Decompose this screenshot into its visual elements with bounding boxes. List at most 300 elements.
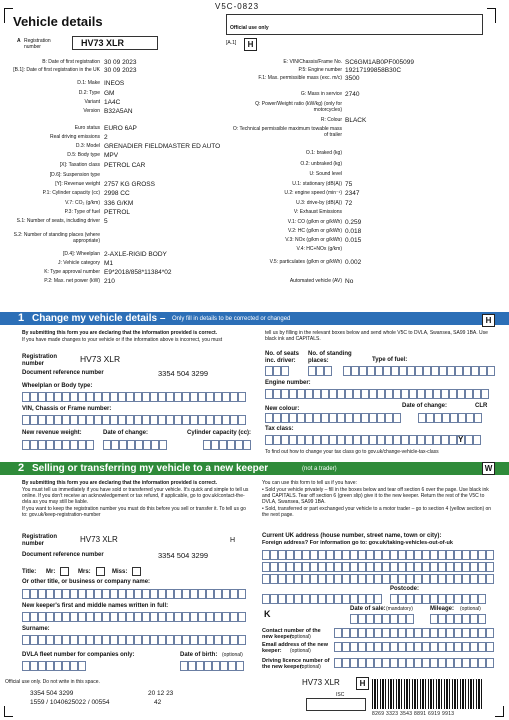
input-cell[interactable] [78,589,86,599]
input-cell[interactable] [382,574,390,584]
input-cell[interactable] [54,635,62,645]
input-cell[interactable] [430,642,438,652]
input-cell[interactable] [474,413,482,423]
input-cell[interactable] [449,435,457,445]
input-cell[interactable] [316,366,324,376]
input-cell[interactable] [351,366,359,376]
input-cell[interactable] [430,614,438,624]
input-cell[interactable] [345,413,353,423]
input-cell[interactable] [297,413,305,423]
input-cell[interactable] [366,594,374,604]
input-cell[interactable] [407,366,415,376]
input-cell[interactable] [390,594,398,604]
input-cell[interactable] [70,392,78,402]
input-cell[interactable] [406,562,414,572]
input-cell[interactable] [374,628,382,638]
input-cell[interactable] [190,612,198,622]
input-cell[interactable] [374,642,382,652]
input-cell[interactable] [361,413,369,423]
input-cell[interactable] [462,614,470,624]
input-cell[interactable] [487,366,495,376]
input-cell[interactable] [310,574,318,584]
input-cell[interactable] [214,589,222,599]
input-cell[interactable] [286,562,294,572]
input-cell[interactable] [334,658,342,668]
input-cell[interactable] [222,612,230,622]
input-cell[interactable] [94,589,102,599]
input-cell[interactable] [350,642,358,652]
input-cell[interactable] [46,440,54,450]
input-cell[interactable] [126,589,134,599]
input-cell[interactable] [462,594,470,604]
input-cell[interactable] [450,413,458,423]
input-cell[interactable] [414,574,422,584]
input-cell[interactable] [326,550,334,560]
input-cell[interactable] [230,415,238,425]
input-cell[interactable] [350,562,358,572]
input-cell[interactable] [126,635,134,645]
input-cell[interactable] [46,635,54,645]
input-cell[interactable] [305,413,313,423]
input-cell[interactable] [134,635,142,645]
input-cell[interactable] [70,635,78,645]
input-cell[interactable] [390,574,398,584]
input-cell[interactable] [318,550,326,560]
input-cell[interactable] [465,389,473,399]
input-cell[interactable] [473,435,481,445]
input-cell[interactable] [422,642,430,652]
input-cell[interactable] [438,574,446,584]
input-cell[interactable] [151,440,159,450]
input-cell[interactable] [182,392,190,402]
input-cell[interactable] [219,440,227,450]
input-cell[interactable] [190,635,198,645]
cyl-input[interactable] [203,440,251,450]
input-cell[interactable] [166,635,174,645]
input-cell[interactable] [158,612,166,622]
tax-input[interactable] [265,435,481,445]
input-cell[interactable] [70,415,78,425]
input-cell[interactable] [430,658,438,668]
input-cell[interactable] [182,415,190,425]
input-cell[interactable] [30,661,38,671]
input-cell[interactable] [86,392,94,402]
input-cell[interactable] [270,562,278,572]
input-cell[interactable] [470,550,478,560]
input-cell[interactable] [158,589,166,599]
input-cell[interactable] [438,550,446,560]
input-cell[interactable] [415,366,423,376]
date-change2-input[interactable] [418,413,482,423]
input-cell[interactable] [425,435,433,445]
input-cell[interactable] [422,562,430,572]
input-cell[interactable] [398,574,406,584]
input-cell[interactable] [399,366,407,376]
input-cell[interactable] [486,562,494,572]
input-cell[interactable] [358,628,366,638]
input-cell[interactable] [78,415,86,425]
input-cell[interactable] [342,562,350,572]
input-cell[interactable] [358,594,366,604]
input-cell[interactable] [414,562,422,572]
colour-input[interactable] [265,413,401,423]
input-cell[interactable] [446,594,454,604]
input-cell[interactable] [382,562,390,572]
input-cell[interactable] [470,574,478,584]
input-cell[interactable] [350,594,358,604]
input-cell[interactable] [305,389,313,399]
mr-checkbox[interactable] [60,567,69,576]
other-title-input[interactable] [22,589,246,599]
input-cell[interactable] [228,661,236,671]
input-cell[interactable] [425,389,433,399]
input-cell[interactable] [334,628,342,638]
input-cell[interactable] [270,550,278,560]
input-cell[interactable] [358,574,366,584]
input-cell[interactable] [289,413,297,423]
input-cell[interactable] [273,435,281,445]
input-cell[interactable] [166,392,174,402]
input-cell[interactable] [326,574,334,584]
input-cell[interactable] [78,635,86,645]
input-cell[interactable] [478,574,486,584]
input-cell[interactable] [313,389,321,399]
input-cell[interactable] [422,628,430,638]
input-cell[interactable] [206,612,214,622]
input-cell[interactable] [198,612,206,622]
input-cell[interactable] [158,415,166,425]
input-cell[interactable] [390,562,398,572]
input-cell[interactable] [393,413,401,423]
input-cell[interactable] [70,612,78,622]
input-cell[interactable] [174,415,182,425]
input-cell[interactable] [158,635,166,645]
input-cell[interactable] [313,435,321,445]
input-cell[interactable] [417,435,425,445]
input-cell[interactable] [174,612,182,622]
input-cell[interactable] [22,612,30,622]
input-cell[interactable] [180,661,188,671]
input-cell[interactable] [238,392,246,402]
input-cell[interactable] [150,589,158,599]
input-cell[interactable] [326,594,334,604]
input-cell[interactable] [159,440,167,450]
input-cell[interactable] [359,366,367,376]
input-cell[interactable] [62,612,70,622]
input-cell[interactable] [190,589,198,599]
input-cell[interactable] [214,635,222,645]
input-cell[interactable] [449,389,457,399]
input-cell[interactable] [281,389,289,399]
input-cell[interactable] [62,440,70,450]
input-cell[interactable] [214,392,222,402]
input-cell[interactable] [430,550,438,560]
input-cell[interactable] [142,415,150,425]
input-cell[interactable] [446,628,454,638]
input-cell[interactable] [94,392,102,402]
input-cell[interactable] [337,389,345,399]
input-cell[interactable] [38,392,46,402]
input-cell[interactable] [374,550,382,560]
input-cell[interactable] [401,389,409,399]
input-cell[interactable] [406,574,414,584]
input-cell[interactable] [446,550,454,560]
input-cell[interactable] [230,589,238,599]
input-cell[interactable] [110,589,118,599]
input-cell[interactable] [297,435,305,445]
input-cell[interactable] [369,413,377,423]
input-cell[interactable] [203,440,211,450]
input-cell[interactable] [398,642,406,652]
input-cell[interactable] [54,440,62,450]
input-cell[interactable] [350,550,358,560]
input-cell[interactable] [454,658,462,668]
input-cell[interactable] [398,614,406,624]
input-cell[interactable] [294,562,302,572]
input-cell[interactable] [462,628,470,638]
input-cell[interactable] [486,658,494,668]
input-cell[interactable] [102,635,110,645]
input-cell[interactable] [118,635,126,645]
input-cell[interactable] [310,550,318,560]
input-cell[interactable] [118,415,126,425]
input-cell[interactable] [393,435,401,445]
input-cell[interactable] [486,550,494,560]
input-cell[interactable] [236,661,244,671]
input-cell[interactable] [401,435,409,445]
input-cell[interactable] [438,562,446,572]
input-cell[interactable] [393,389,401,399]
input-cell[interactable] [294,550,302,560]
input-cell[interactable] [366,658,374,668]
input-cell[interactable] [262,550,270,560]
input-cell[interactable] [302,562,310,572]
input-cell[interactable] [206,392,214,402]
input-cell[interactable] [126,415,134,425]
input-cell[interactable] [441,435,449,445]
input-cell[interactable] [390,550,398,560]
input-cell[interactable] [390,658,398,668]
input-cell[interactable] [118,612,126,622]
input-cell[interactable] [455,366,463,376]
input-cell[interactable] [211,440,219,450]
input-cell[interactable] [46,415,54,425]
input-cell[interactable] [431,366,439,376]
input-cell[interactable] [358,550,366,560]
input-cell[interactable] [243,440,251,450]
input-cell[interactable] [366,628,374,638]
input-cell[interactable] [447,366,455,376]
input-cell[interactable] [54,612,62,622]
fuel-input[interactable] [343,366,495,376]
input-cell[interactable] [486,574,494,584]
input-cell[interactable] [227,440,235,450]
input-cell[interactable] [398,628,406,638]
input-cell[interactable] [143,440,151,450]
input-cell[interactable] [398,562,406,572]
input-cell[interactable] [22,589,30,599]
input-cell[interactable] [385,389,393,399]
input-cell[interactable] [102,612,110,622]
input-cell[interactable] [214,415,222,425]
input-cell[interactable] [198,415,206,425]
input-cell[interactable] [222,589,230,599]
input-cell[interactable] [38,661,46,671]
input-cell[interactable] [414,642,422,652]
wheelplan-input[interactable] [22,392,246,402]
input-cell[interactable] [438,628,446,638]
contact-input[interactable] [334,628,494,638]
input-cell[interactable] [86,635,94,645]
input-cell[interactable] [198,635,206,645]
input-cell[interactable] [265,435,273,445]
input-cell[interactable] [426,413,434,423]
input-cell[interactable] [30,612,38,622]
input-cell[interactable] [457,389,465,399]
input-cell[interactable] [462,550,470,560]
address-input-2[interactable] [262,562,494,572]
input-cell[interactable] [297,389,305,399]
input-cell[interactable] [70,440,78,450]
input-cell[interactable] [358,562,366,572]
input-cell[interactable] [302,550,310,560]
input-cell[interactable] [102,392,110,402]
input-cell[interactable] [206,589,214,599]
input-cell[interactable] [166,415,174,425]
input-cell[interactable] [182,635,190,645]
input-cell[interactable] [406,614,414,624]
input-cell[interactable] [174,392,182,402]
input-cell[interactable] [94,635,102,645]
input-cell[interactable] [278,550,286,560]
input-cell[interactable] [326,562,334,572]
input-cell[interactable] [377,413,385,423]
input-cell[interactable] [334,574,342,584]
input-cell[interactable] [382,614,390,624]
input-cell[interactable] [310,562,318,572]
input-cell[interactable] [273,413,281,423]
input-cell[interactable] [30,589,38,599]
input-cell[interactable] [126,392,134,402]
input-cell[interactable] [471,366,479,376]
input-cell[interactable] [198,392,206,402]
email-input[interactable] [334,642,494,652]
input-cell[interactable] [382,642,390,652]
input-cell[interactable] [446,642,454,652]
first-names-input[interactable] [22,612,246,622]
address-input-1[interactable] [262,550,494,560]
input-cell[interactable] [22,661,30,671]
input-cell[interactable] [414,658,422,668]
input-cell[interactable] [119,440,127,450]
input-cell[interactable] [166,589,174,599]
input-cell[interactable] [102,415,110,425]
input-cell[interactable] [150,612,158,622]
input-cell[interactable] [38,612,46,622]
input-cell[interactable] [454,550,462,560]
input-cell[interactable] [345,435,353,445]
input-cell[interactable] [302,574,310,584]
input-cell[interactable] [342,642,350,652]
input-cell[interactable] [342,550,350,560]
input-cell[interactable] [230,635,238,645]
input-cell[interactable] [54,589,62,599]
input-cell[interactable] [273,366,281,376]
input-cell[interactable] [94,415,102,425]
input-cell[interactable] [414,628,422,638]
input-cell[interactable] [374,574,382,584]
input-cell[interactable] [374,614,382,624]
input-cell[interactable] [127,440,135,450]
input-cell[interactable] [110,392,118,402]
input-cell[interactable] [206,415,214,425]
input-cell[interactable] [54,392,62,402]
input-cell[interactable] [422,658,430,668]
input-cell[interactable] [329,389,337,399]
input-cell[interactable] [342,658,350,668]
input-cell[interactable] [321,413,329,423]
input-cell[interactable] [70,589,78,599]
input-cell[interactable] [334,594,342,604]
input-cell[interactable] [214,612,222,622]
input-cell[interactable] [470,594,478,604]
input-cell[interactable] [438,614,446,624]
input-cell[interactable] [462,574,470,584]
input-cell[interactable] [286,574,294,584]
input-cell[interactable] [78,392,86,402]
input-cell[interactable] [22,392,30,402]
input-cell[interactable] [438,642,446,652]
input-cell[interactable] [54,415,62,425]
input-cell[interactable] [374,658,382,668]
input-cell[interactable] [30,392,38,402]
input-cell[interactable] [46,661,54,671]
input-cell[interactable] [206,635,214,645]
mrs-checkbox[interactable] [96,567,105,576]
input-cell[interactable] [375,366,383,376]
input-cell[interactable] [470,562,478,572]
dob-input[interactable] [180,661,244,671]
input-cell[interactable] [470,642,478,652]
input-cell[interactable] [458,413,466,423]
input-cell[interactable] [238,612,246,622]
input-cell[interactable] [361,389,369,399]
input-cell[interactable] [454,614,462,624]
input-cell[interactable] [414,550,422,560]
input-cell[interactable] [318,594,326,604]
input-cell[interactable] [446,614,454,624]
input-cell[interactable] [142,392,150,402]
input-cell[interactable] [182,612,190,622]
input-cell[interactable] [350,658,358,668]
input-cell[interactable] [353,413,361,423]
input-cell[interactable] [278,562,286,572]
input-cell[interactable] [406,594,414,604]
input-cell[interactable] [353,435,361,445]
input-cell[interactable] [334,550,342,560]
input-cell[interactable] [478,550,486,560]
input-cell[interactable] [30,415,38,425]
input-cell[interactable] [433,389,441,399]
input-cell[interactable] [281,435,289,445]
input-cell[interactable] [462,562,470,572]
input-cell[interactable] [366,574,374,584]
input-cell[interactable] [329,413,337,423]
input-cell[interactable] [265,366,273,376]
input-cell[interactable] [54,661,62,671]
input-cell[interactable] [462,658,470,668]
input-cell[interactable] [62,661,70,671]
